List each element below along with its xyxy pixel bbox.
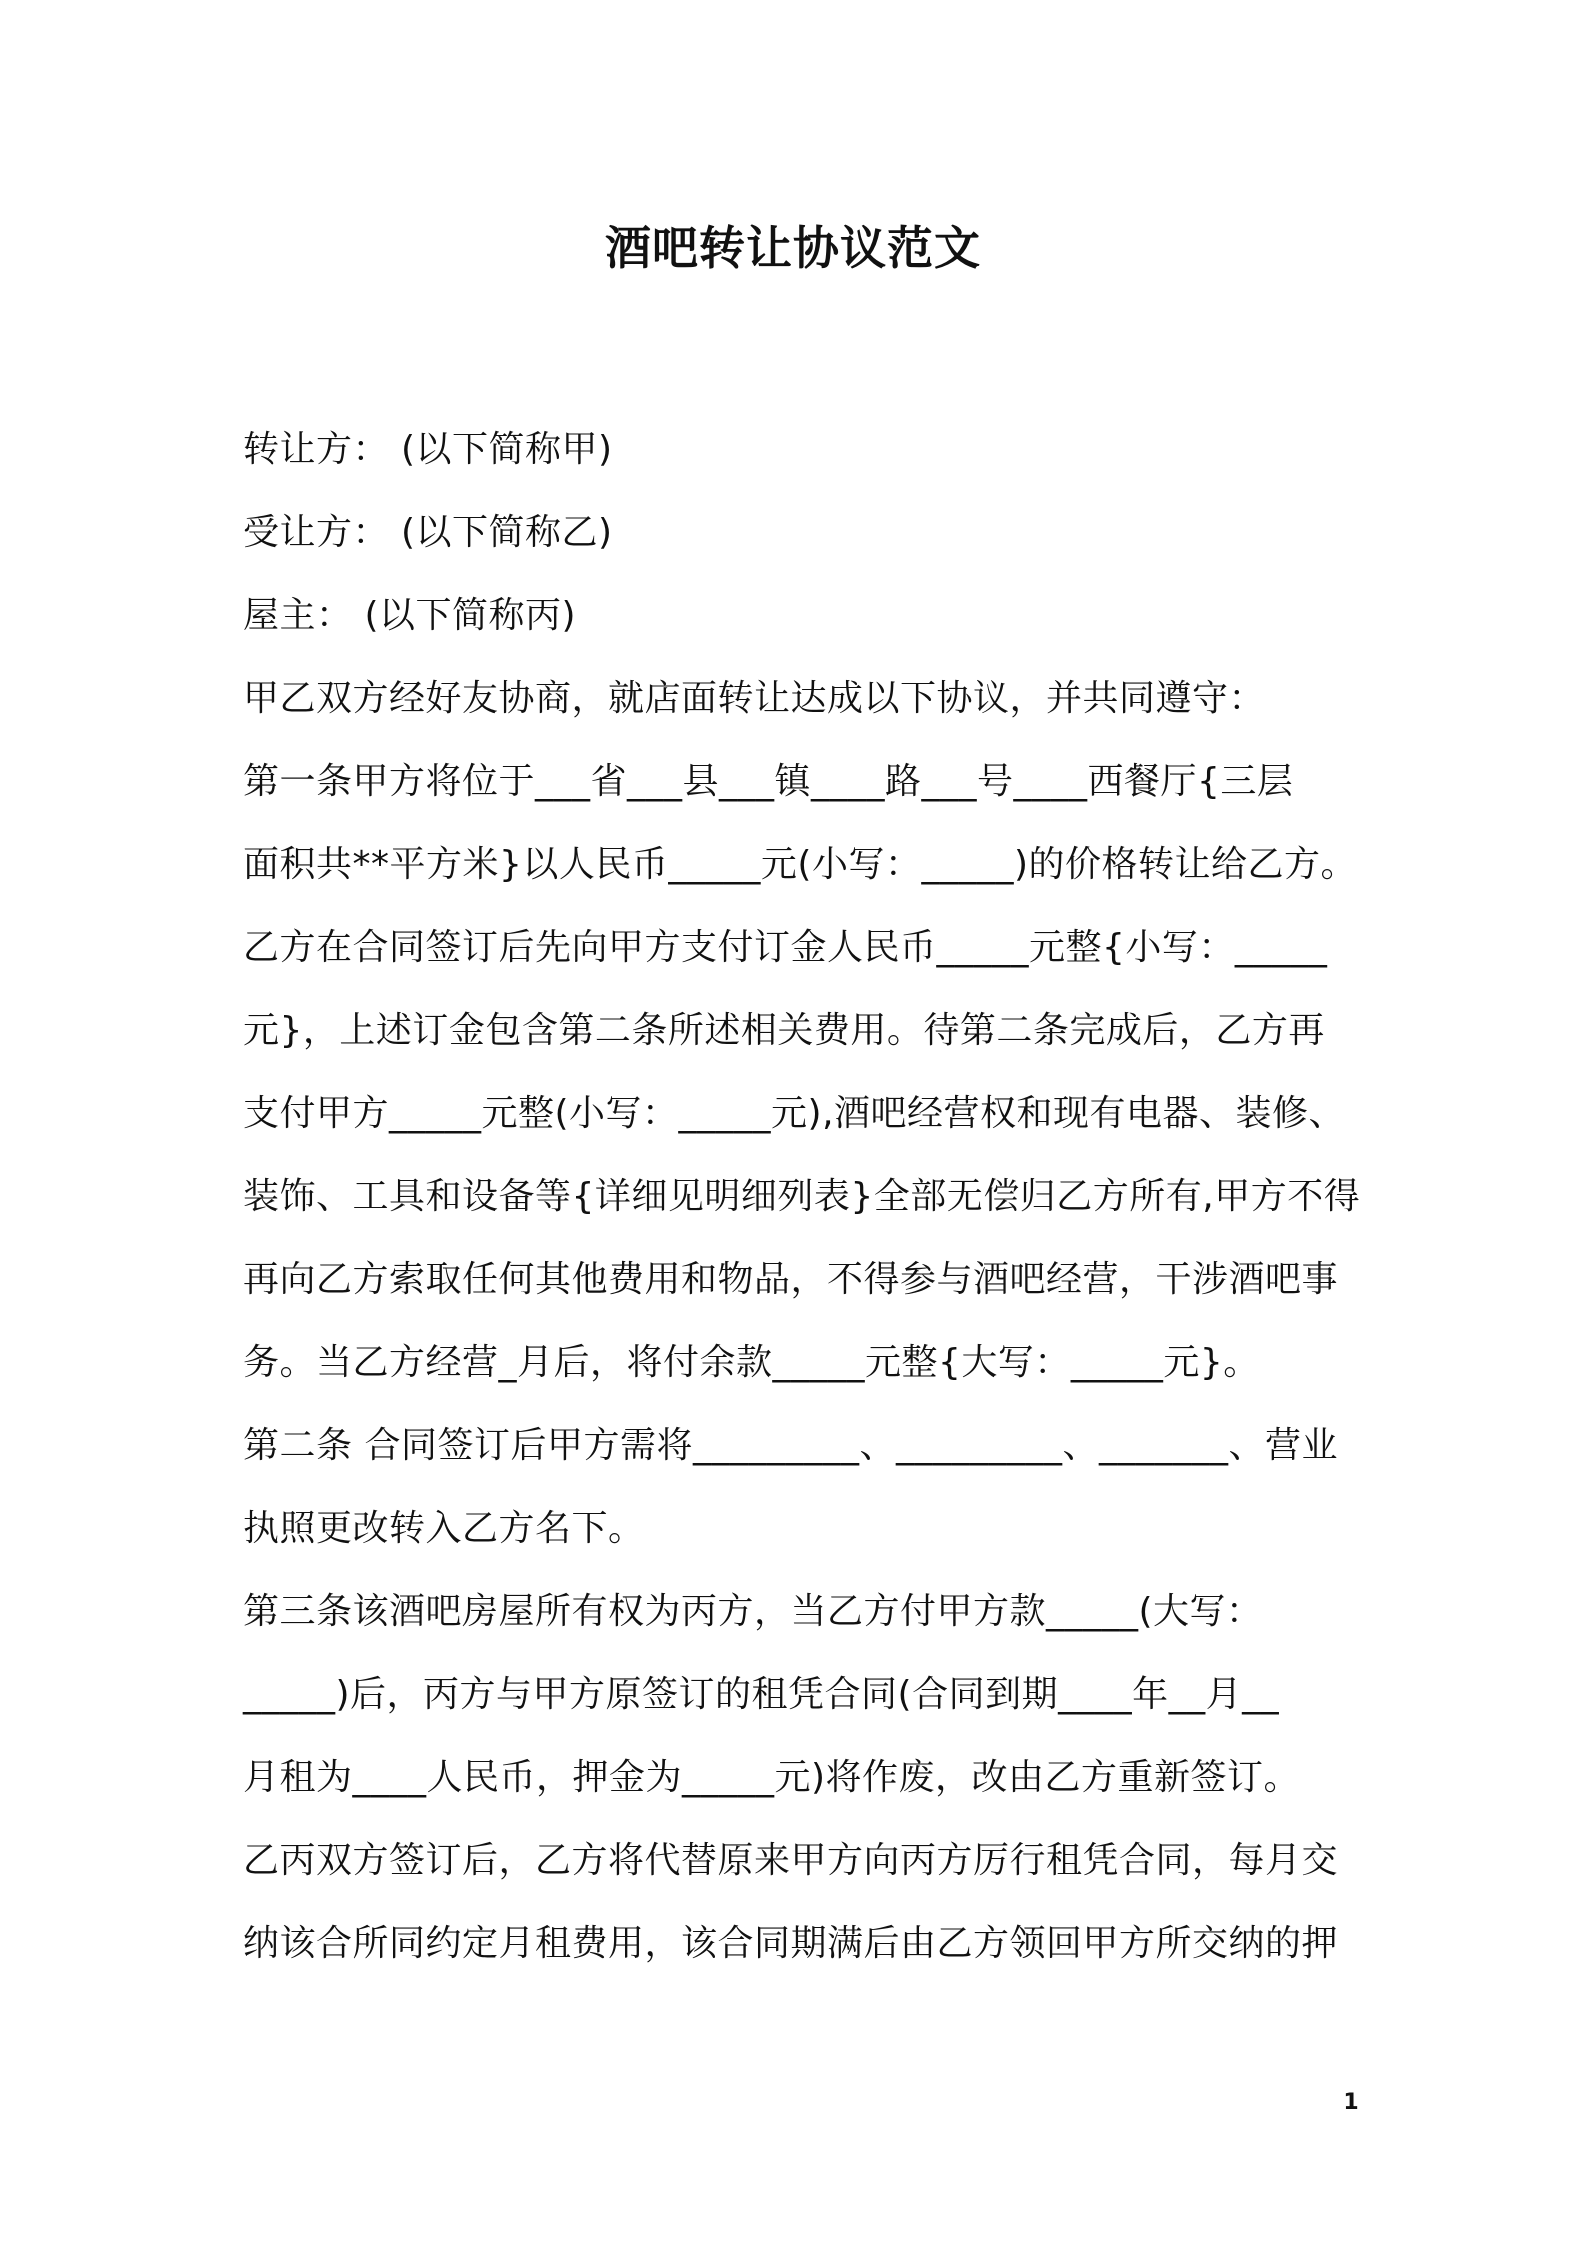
party-transferee-line: 受让方： (以下简称乙): [243, 512, 613, 553]
article-one-line-1: 第一条甲方将位于___省___县___镇____路___号____西餐厅{三层: [243, 761, 1294, 802]
article-one-line-8: 务。当乙方经营_月后，将付余款_____元整{大写：_____元}。: [243, 1342, 1260, 1383]
article-three-line-1: 第三条该酒吧房屋所有权为丙方，当乙方付甲方款_____(大写：: [243, 1591, 1263, 1632]
article-two-line-1: 第二条 合同签订后甲方需将_________、_________、_______、营业: [243, 1425, 1338, 1466]
article-one-line-2: 面积共**平方米}以人民币_____元(小写：_____)的价格转让给乙方。: [243, 844, 1357, 885]
page-number: 1: [1343, 2090, 1359, 2115]
article-one-line-3: 乙方在合同签订后先向甲方支付订金人民币_____元整{小写：_____: [243, 927, 1328, 968]
article-one-line-4: 元}，上述订金包含第二条所述相关费用。待第二条完成后，乙方再: [243, 1010, 1325, 1051]
document-body: [243, 408, 1373, 1985]
document-title: 酒吧转让协议范文: [605, 221, 981, 275]
party-landlord-line: 屋主： (以下简称丙): [243, 595, 577, 636]
agreement-intro-line: 甲乙双方经好友协商，就店面转让达成以下协议，并共同遵守：: [243, 678, 1266, 719]
article-three-line-4: 乙丙双方签订后，乙方将代替原来甲方向丙方厉行租凭合同，每月交: [243, 1840, 1339, 1881]
article-three-line-3: 月租为____人民币，押金为_____元)将作废，改由乙方重新签订。: [243, 1757, 1301, 1798]
article-three-line-5: 纳该合所同约定月租费用，该合同期满后由乙方领回甲方所交纳的押: [243, 1923, 1339, 1964]
article-one-line-5: 支付甲方_____元整(小写：_____元),酒吧经营权和现有电器、装修、: [243, 1093, 1346, 1134]
article-one-line-7: 再向乙方索取任何其他费用和物品，不得参与酒吧经营，干涉酒吧事: [243, 1259, 1339, 1300]
article-two-line-2: 执照更改转入乙方名下。: [243, 1508, 645, 1549]
article-three-line-2: _____)后，丙方与甲方原签订的租凭合同(合同到期____年__月__: [243, 1674, 1280, 1715]
article-one-line-6: 装饰、工具和设备等{详细见明细列表}全部无偿归乙方所有,甲方不得: [243, 1176, 1361, 1217]
party-transferor-line: 转让方： (以下简称甲): [243, 429, 613, 470]
